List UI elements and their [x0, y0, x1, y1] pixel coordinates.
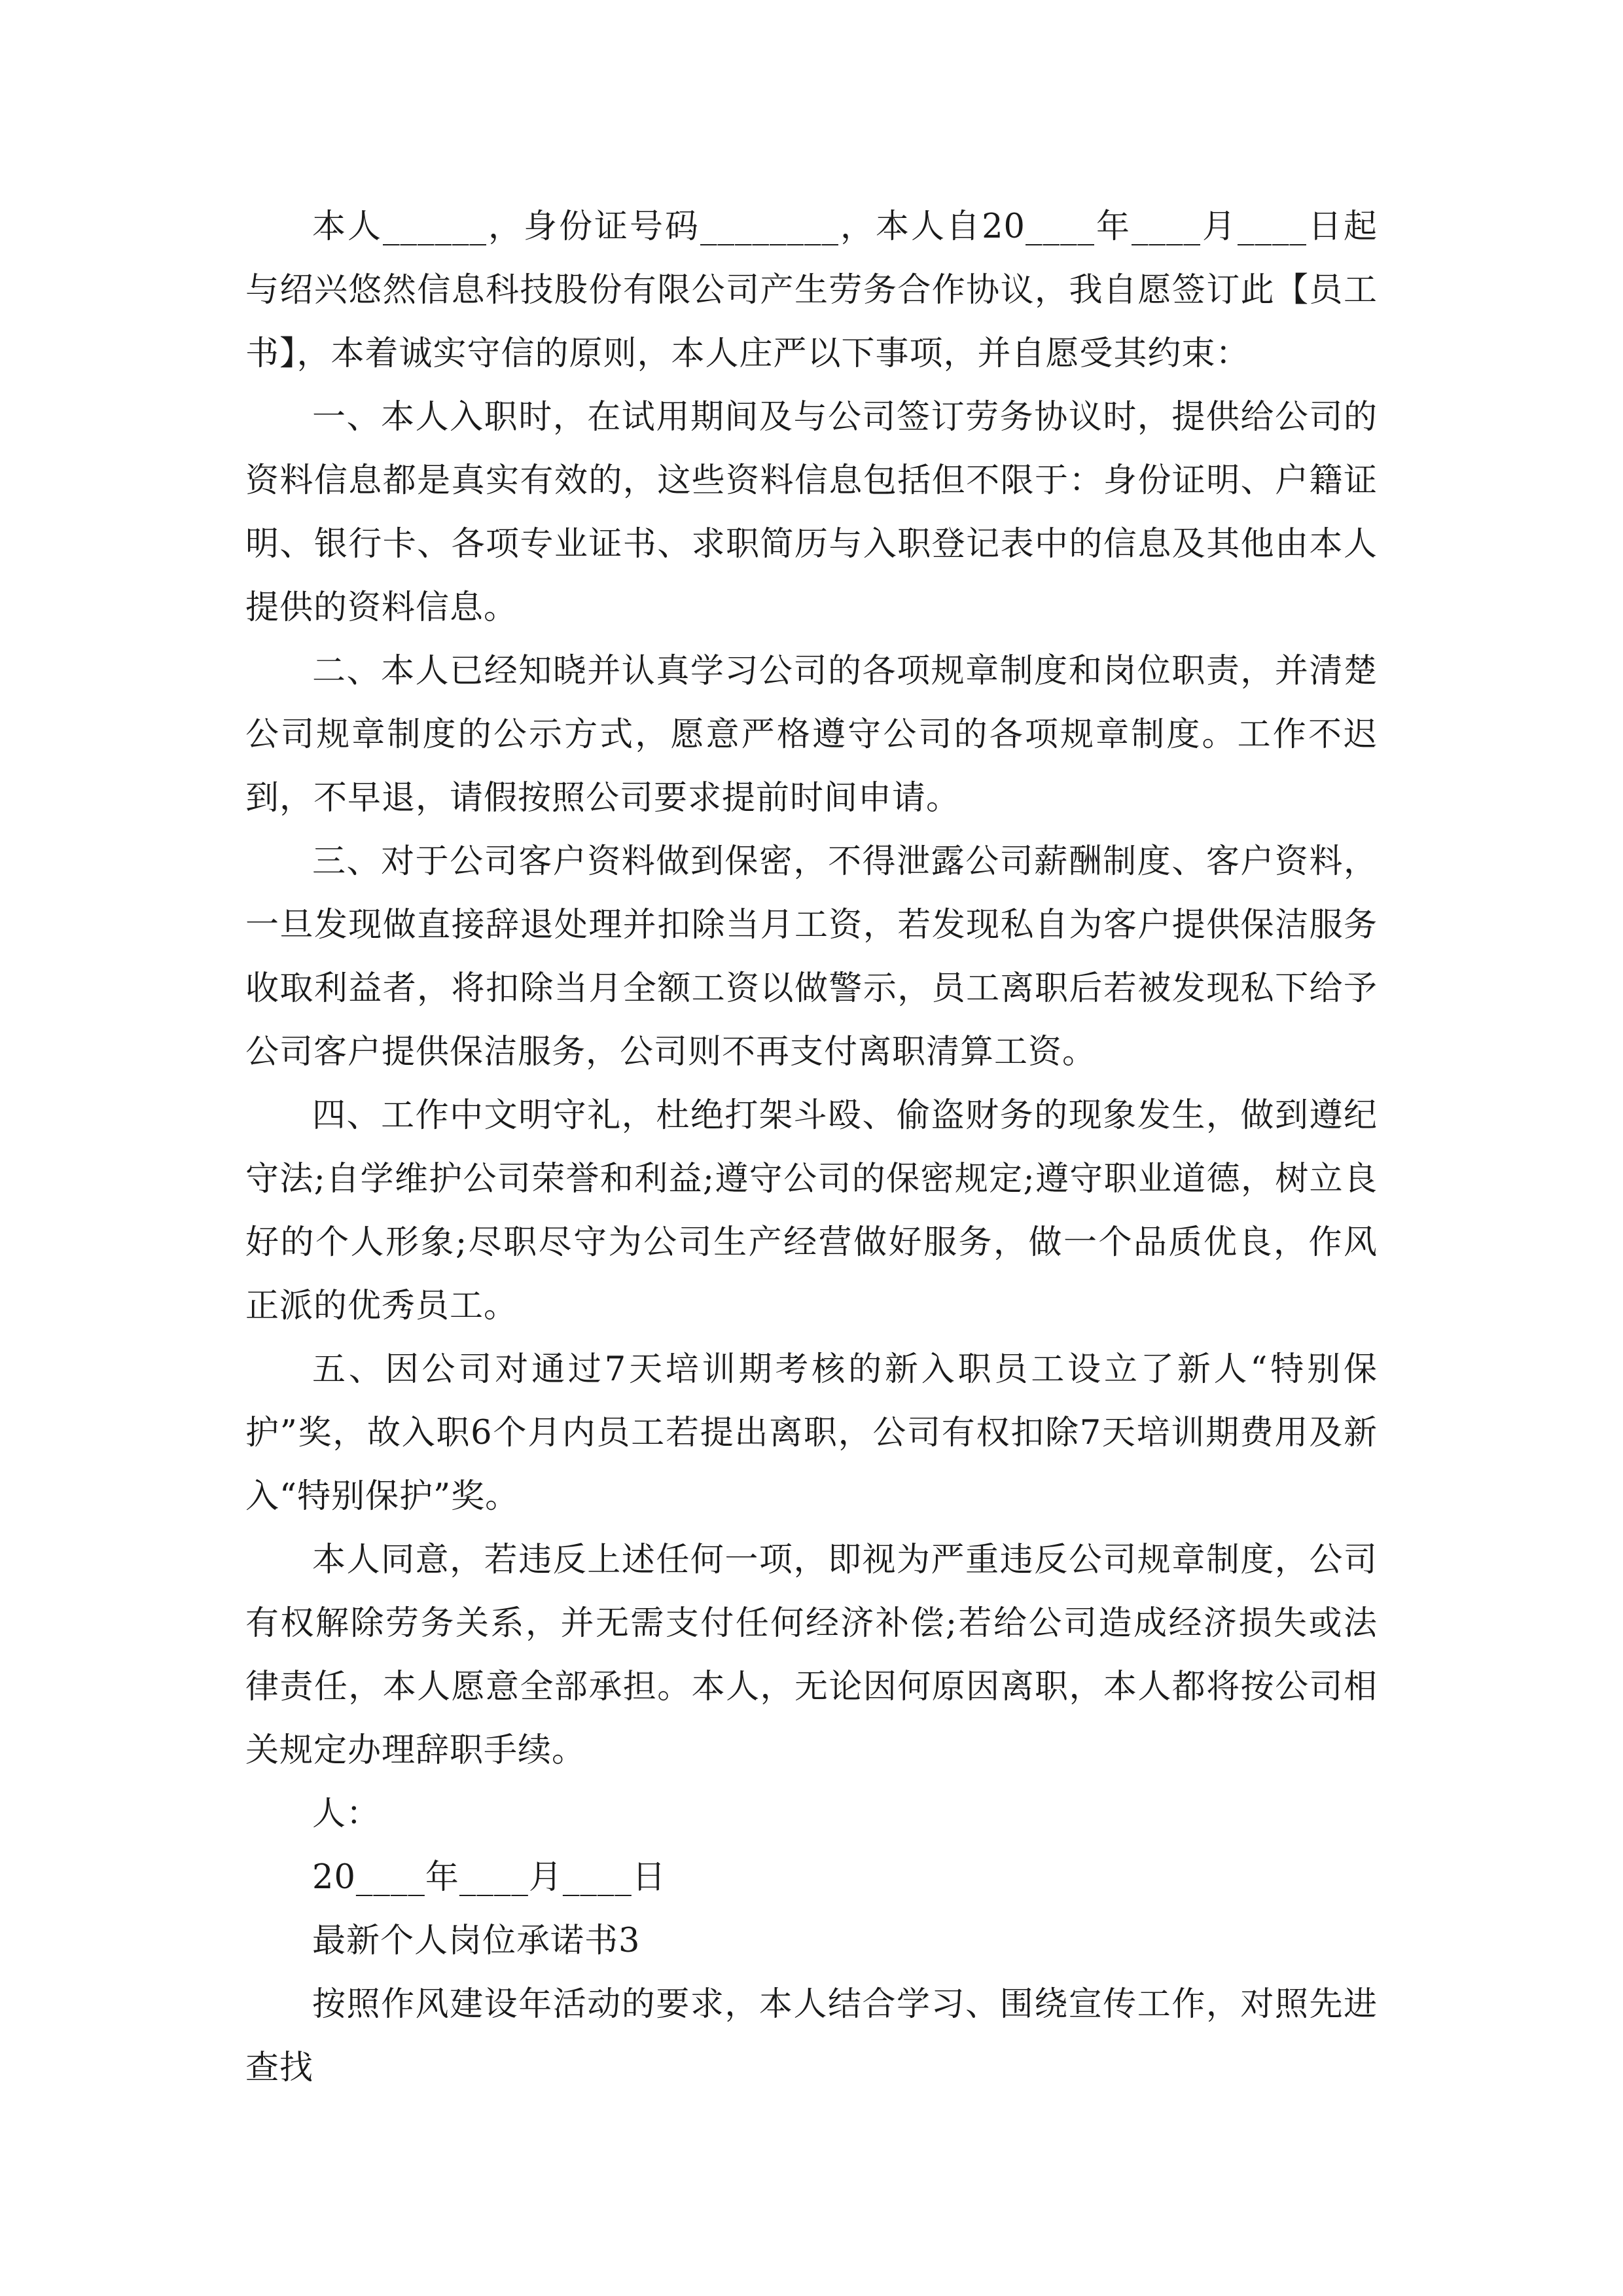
signature-label: 人： — [312, 1795, 381, 1833]
paragraph-intro: 本人______，身份证号码________，本人自20____年____月____日起与绍兴悠然信息科技股份有限公司产生劳务合作协议，我自愿签订此【员工书】，本着诚实守信的原则，本人庄严以下事项，并自愿受其约束： — [245, 207, 1378, 373]
paragraph-agreement: 本人同意，若违反上述任何一项，即视为严重违反公司规章制度，公司有权解除劳务关系，并无需支付任何经济补偿;若给公司造成经济损失或法律责任，本人愿意全部承担。本人，无论因何原因离职，本人都将按公司相关规定办理辞职手续。 — [245, 1541, 1378, 1770]
section-title: 最新个人岗位承诺书3 — [312, 1922, 641, 1960]
paragraph-clause-1: 一、本人入职时，在试用期间及与公司签订劳务协议时，提供给公司的资料信息都是真实有效的，这些资料信息包括但不限于：身份证明、户籍证明、银行卡、各项专业证书、求职简历与入职登记表中的信息及其他由本人提供的资料信息。 — [245, 398, 1378, 627]
paragraph-clause-5: 五、因公司对通过7天培训期考核的新入职员工设立了新人“特别保护”奖，故入职6个月内员工若提出离职，公司有权扣除7天培训期费用及新入“特别保护”奖。 — [245, 1350, 1378, 1516]
paragraph-next: 按照作风建设年活动的要求，本人结合学习、围绕宣传工作，对照先进查找 — [245, 1985, 1378, 2087]
paragraph-clause-2: 二、本人已经知晓并认真学习公司的各项规章制度和岗位职责，并清楚公司规章制度的公示方式，愿意严格遵守公司的各项规章制度。工作不迟到，不早退，请假按照公司要求提前时间申请。 — [245, 652, 1378, 817]
document-body — [245, 195, 1378, 2100]
paragraph-clause-4: 四、工作中文明守礼，杜绝打架斗殴、偷盗财务的现象发生，做到遵纪守法;自学维护公司荣誉和利益;遵守公司的保密规定;遵守职业道德，树立良好的个人形象;尽职尽守为公司生产经营做好服务，做一个品质优良，作风正派的优秀员工。 — [245, 1096, 1378, 1325]
date-line: 20____年____月____日 — [312, 1858, 666, 1897]
paragraph-clause-3: 三、对于公司客户资料做到保密，不得泄露公司薪酬制度、客户资料，一旦发现做直接辞退处理并扣除当月工资，若发现私自为客户提供保洁服务收取利益者，将扣除当月全额工资以做警示，员工离职后若被发现私下给予公司客户提供保洁服务，公司则不再支付离职清算工资。 — [245, 842, 1378, 1071]
